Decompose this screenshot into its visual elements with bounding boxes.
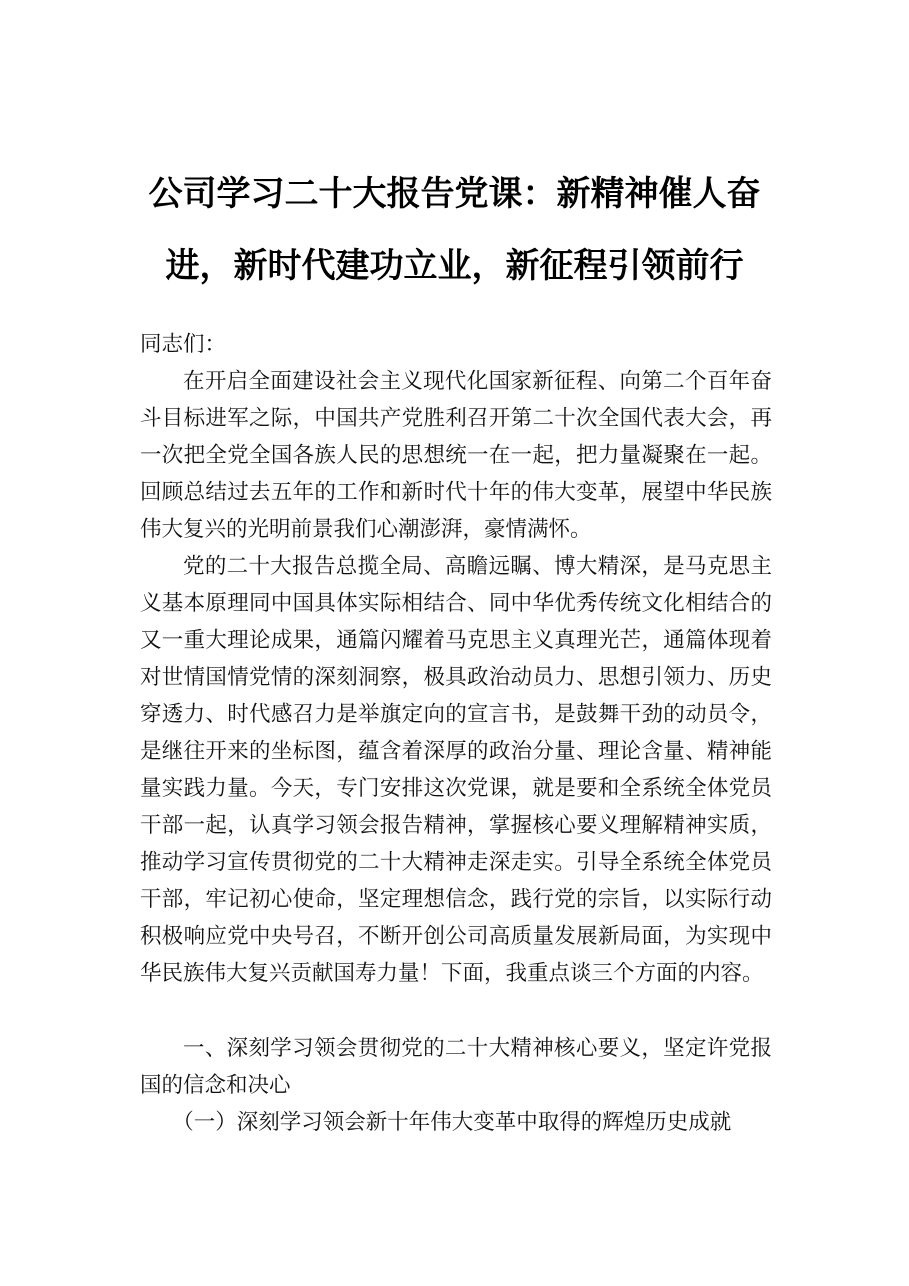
document-title-line-1: 公司学习二十大报告党课：新精神催人奋 (148, 174, 761, 214)
paragraph-report-summary: 党的二十大报告总揽全局、高瞻远瞩、博大精深，是马克思主义基本原理同中国具体实际相结合、同中华优秀传统文化相结合的又一重大理论成果，通篇闪耀着马克思主义真理光芒，通篇体现着对世情国情党情的深刻洞察，极具政治动员力、思想引领力、历史穿透力、时代感召力是举旗定向的宣言书，是鼓舞干劲的动员令，是继往开来的坐标图，蕴含着深厚的政治分量、理论含量、精神能量实践力量。今天，专门安排这次党课，就是要和全系统全体党员干部一起，认真学习领会报告精神，掌握核心要义理解精神实质，推动学习宣传贯彻党的二十大精神走深走实。引导全系统全体党员干部，牢记初心使命，坚定理想信念，践行党的宗旨，以实际行动积极响应党中央号召，不断开创公司高质量发展新局面，为实现中华民族伟大复兴贡献国寿力量！下面，我重点谈三个方面的内容。 (140, 554, 772, 986)
paragraph-intro: 在开启全面建设社会主义现代化国家新征程、向第二个百年奋斗目标进军之际，中国共产党胜利召开第二十次全国代表大会，再一次把全党全国各族人民的思想统一在一起，把力量凝聚在一起。回顾总结过去五年的工作和新时代十年的伟大变革，展望中华民族伟大复兴的光明前景我们心潮澎湃，豪情满怀。 (140, 369, 772, 542)
section-heading: 一、深刻学习领会贯彻党的二十大精神核心要义，坚定许党报国的信念和决心 (140, 1036, 772, 1098)
salutation: 同志们： (140, 332, 227, 357)
document-title-line-2: 进，新时代建功立业，新征程引领前行 (165, 246, 744, 286)
subsection-heading: （一）深刻学习领会新十年伟大变革中取得的辉煌历史成就 (172, 1110, 732, 1135)
